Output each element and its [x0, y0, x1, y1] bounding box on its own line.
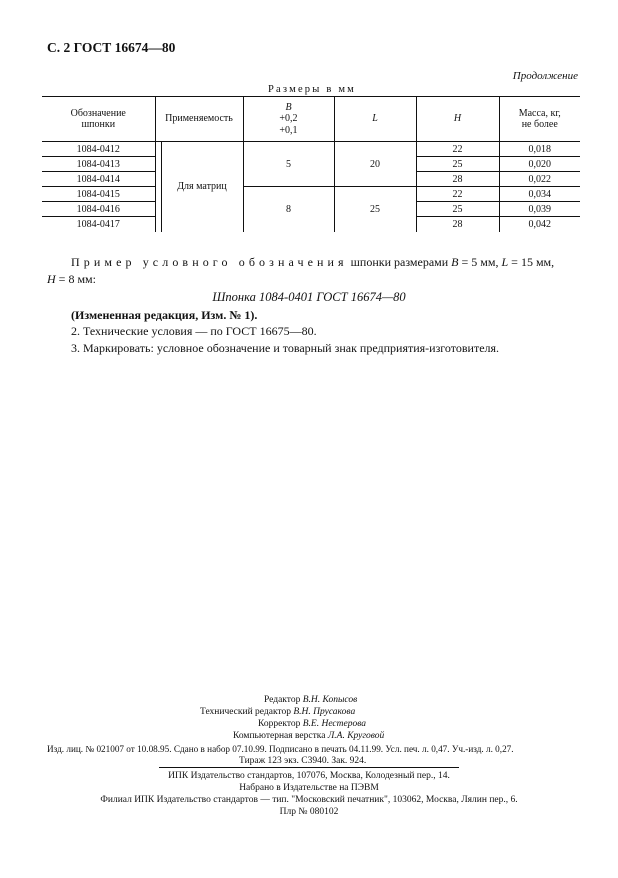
credit-editor — [264, 694, 357, 706]
cell-code: 1084-0415 — [42, 187, 155, 202]
cell-code: 1084-0413 — [42, 157, 155, 172]
table-row — [42, 187, 580, 202]
credit-layout-name: Л.А. Круговой — [327, 731, 385, 741]
cell-code: 1084-0416 — [42, 202, 155, 217]
header-b-symbol: B — [285, 101, 292, 113]
cell-mass: 0,042 — [528, 218, 551, 230]
cell-l-group-2: 25 — [334, 187, 416, 232]
header-code-line1: Обозначение — [70, 107, 126, 119]
cell-h: 22 — [416, 142, 499, 157]
credit-editor-label: Редактор — [264, 695, 303, 705]
cell-mass: 0,018 — [499, 142, 580, 157]
item-2-spec: 2. Технические условия — по ГОСТ 16675—80. — [71, 324, 317, 338]
credit-corrector-label: Корректор — [258, 719, 303, 729]
cell-code: 1084-0412 — [42, 142, 155, 157]
example-line-1 — [71, 254, 554, 271]
credit-corrector-name: В.Е. Нестерова — [302, 719, 367, 729]
example-b-value: = 5 мм, — [458, 255, 502, 269]
cell-b-group-1: 5 — [243, 142, 334, 187]
credit-tech-editor — [200, 706, 355, 718]
imprint-publication: Изд. лиц. № 021007 от 10.08.95. Сдано в набор 07.10.99. Подписано в печать 04.11.99. Усл. печ. л. 0,47. Уч.-изд. л. 0,27. — [47, 744, 514, 754]
page-header: С. 2 ГОСТ 16674—80 — [47, 40, 176, 55]
header-applicability: Применяемость — [155, 97, 243, 142]
cell-h: 28 — [416, 172, 499, 187]
cell-spacer — [155, 217, 161, 232]
cell-spacer — [155, 187, 161, 202]
header-code-line2: шпонки — [81, 119, 116, 130]
item-3-marking: 3. Маркировать: условное обозначение и товарный знак предприятия-изготовителя. — [71, 341, 500, 355]
cell-b-group-2: 8 — [243, 187, 334, 232]
example-designation: Шпонка 1084-0401 ГОСТ 16674—80 — [212, 290, 406, 304]
continuation-label: Продолжение — [512, 70, 578, 82]
header-mass-line2: не более — [521, 119, 558, 130]
header-mass — [499, 97, 580, 142]
imprint-publisher: ИПК Издательство стандартов, 107076, Москва, Колодезный пер., 14. — [168, 771, 450, 781]
example-line-2 — [47, 271, 96, 288]
table-row — [42, 142, 580, 157]
cell-spacer — [155, 202, 161, 217]
table-header-row — [42, 97, 580, 142]
units-caption: Размеры в мм — [268, 84, 357, 95]
cell-mass: 0,022 — [499, 172, 580, 187]
credit-layout — [233, 730, 384, 742]
header-h: H — [416, 97, 499, 142]
edition-note: (Измененная редакция, Изм. № 1). — [71, 308, 258, 322]
header-b — [243, 97, 334, 142]
cell-l-group-1: 20 — [334, 142, 416, 187]
example-h-symbol: H — [47, 272, 56, 286]
cell-code: 1084-0414 — [42, 172, 155, 187]
cell-h: 28 — [416, 217, 499, 232]
header-b-tol-lower: +0,1 — [279, 124, 298, 136]
cell-h: 25 — [416, 157, 499, 172]
cell-spacer — [155, 157, 161, 172]
example-b-symbol: B — [451, 255, 459, 269]
example-h-value: = 8 мм: — [55, 272, 96, 286]
credit-corrector — [258, 718, 366, 730]
imprint-print-run: Тираж 123 экз. С3940. Зак. 924. — [239, 756, 367, 766]
cell-mass: 0,039 — [499, 202, 580, 217]
cell-h: 25 — [416, 202, 499, 217]
credit-editor-name: В.Н. Копысов — [302, 695, 358, 705]
example-lead: Пример условного обозначения — [71, 255, 348, 269]
cell-spacer — [155, 172, 161, 187]
header-mass-line1: Масса, кг, — [518, 107, 561, 119]
credit-tech-editor-name: В.Н. Прусакова — [293, 707, 356, 717]
credit-layout-label: Компьютерная верстка — [233, 731, 328, 741]
header-code — [42, 97, 155, 142]
imprint-license: Плр № 080102 — [279, 807, 339, 817]
example-l-value: = 15 мм, — [508, 255, 555, 269]
imprint-typeset: Набрано в Издательстве на ПЭВМ — [239, 783, 379, 793]
credit-tech-editor-label: Технический редактор — [200, 707, 294, 717]
example-l-symbol: L — [501, 255, 509, 269]
cell-mass: 0,034 — [499, 187, 580, 202]
cell-applicability: Для матриц — [161, 142, 243, 232]
header-b-tol-upper: +0,2 — [279, 113, 298, 125]
imprint-printer: Филиал ИПК Издательство стандартов — тип. "Московский печатник", 103062, Москва, Лялин пер., 6. — [100, 795, 518, 805]
header-l: L — [334, 97, 416, 142]
imprint-divider — [159, 767, 459, 768]
cell-mass: 0,020 — [499, 157, 580, 172]
dimensions-table — [42, 96, 580, 232]
cell-h: 22 — [416, 187, 499, 202]
cell-code: 1084-0417 — [42, 217, 155, 232]
example-text-a: шпонки размерами — [347, 255, 452, 269]
